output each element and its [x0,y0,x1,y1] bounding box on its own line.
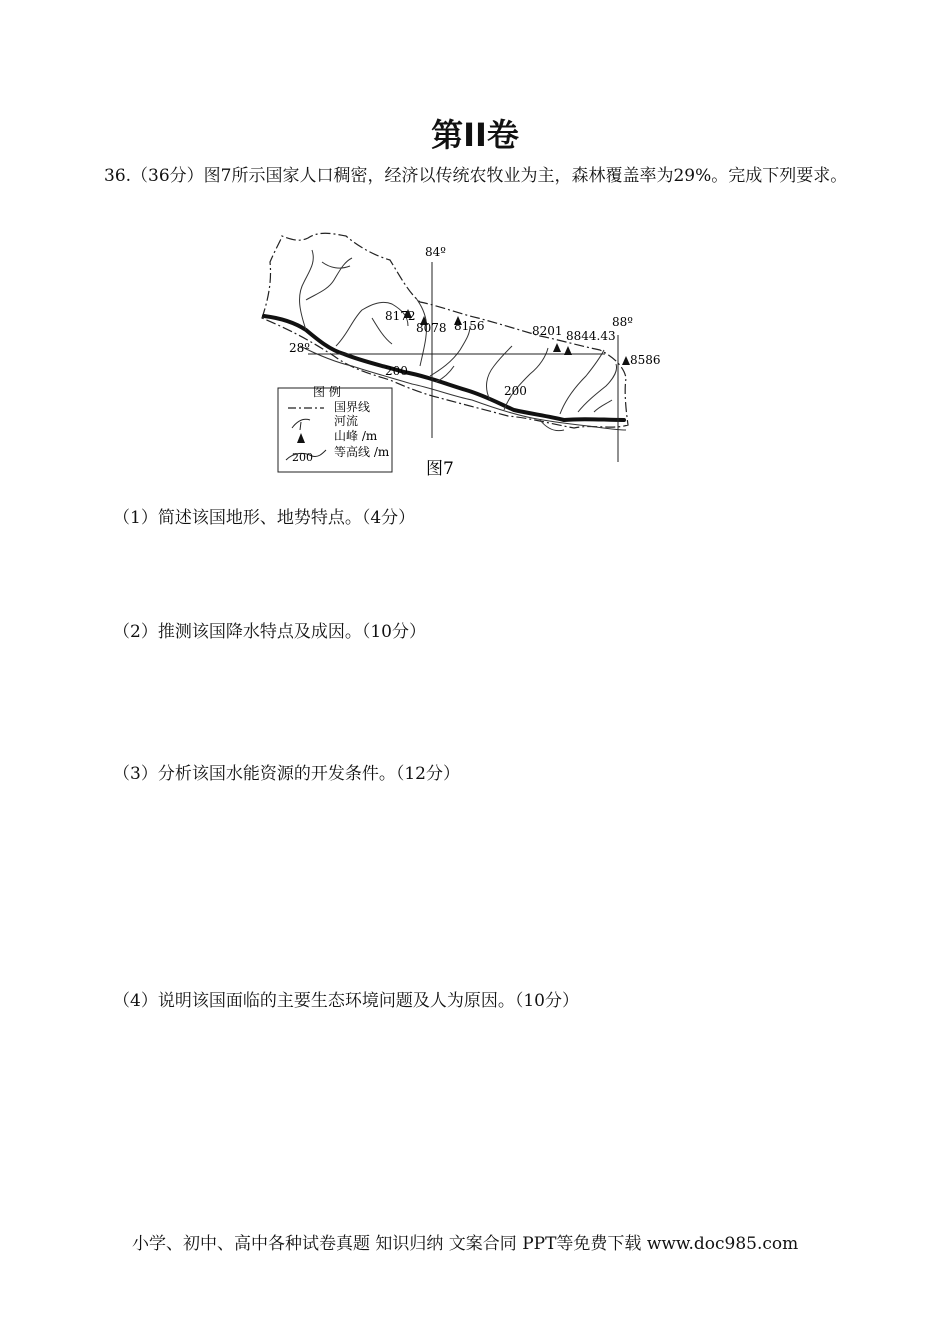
peak-label-8172: 8172 [385,309,416,323]
question-intro: 36.（36分）图7所示国家人口稠密，经济以传统农牧业为主，森林覆盖率为29%。完成下列要求。 [104,166,848,186]
legend-contour-label: 等高线 /m [334,445,390,459]
peak-label-8078: 8078 [416,321,447,335]
peak-label-8201: 8201 [532,324,563,338]
peak-label-8844: 8844.43 [566,329,616,343]
page-footer: 小学、初中、高中各种试卷真题 知识归纳 文案合同 PPT等免费下载 www.doc985.com [132,1234,799,1254]
contour-label-200-west: 200 [385,364,408,378]
contour-label-200-east: 200 [504,384,527,398]
legend-river-label: 河流 [334,414,359,428]
question-part-1: （1）简述该国地形、地势特点。（4分） [113,508,416,528]
peak-label-8156: 8156 [454,319,485,333]
section-title: 第II卷 [431,116,519,154]
legend-border-label: 国界线 [334,400,371,414]
question-part-2: （2）推测该国降水特点及成因。（10分） [113,622,426,642]
legend-peak-label: 山峰 /m [334,429,378,443]
question-part-4: （4）说明该国面临的主要生态环境问题及人为原因。（10分） [113,991,579,1011]
map-legend [278,384,392,472]
legend-title: 图 例 [313,385,341,399]
label-lon-88: 88º [612,315,633,329]
label-lat-28: 28º [289,341,310,355]
legend-contour-sample: 200 [292,451,313,464]
figure-caption: 图7 [426,459,454,479]
question-part-3: （3）分析该国水能资源的开发条件。（12分） [113,764,460,784]
label-lon-84: 84º [425,245,446,259]
peak-label-8586: 8586 [630,353,661,367]
